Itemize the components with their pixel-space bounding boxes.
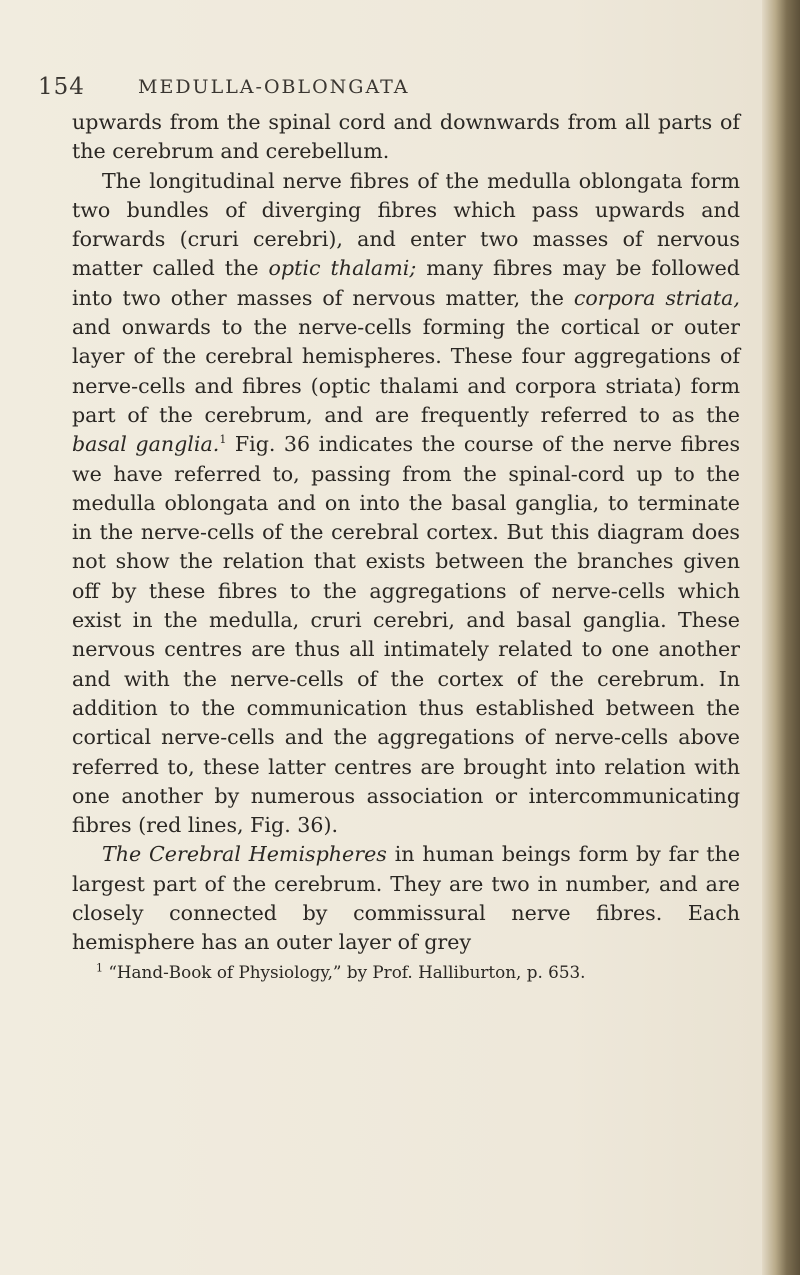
page-edge-shadow	[762, 0, 800, 1275]
paragraph-1: upwards from the spinal cord and downwards from all parts of the cerebrum and cerebellum.	[72, 110, 740, 164]
page-header	[38, 74, 758, 104]
paragraph-2-italic-optic-thalami: optic thalami;	[268, 256, 417, 281]
paragraph-2-text-d: Fig. 36 indicates the course of the nerve fibres we have referred to, passing from the spinal-cord up to the medulla oblongata and on into the basal ganglia, to terminate in the nerve-cells of the cerebral cortex. But this diagram does not show the relation that exists between the branches given off by these fibres to the aggregations of nerve-cells which exist in the medulla, cruri cerebri, and basal ganglia. These nervous centres are thus all intimately related to one another and with the nerve-cells of the cortex of the cerebrum. In addition to the communication thus established between the cortical nerve-cells and the aggregations of nerve-cells above referred to, these latter centres are brought into relation with one another by numerous association or intercommunicating fibres (red lines, Fig. 36).	[72, 432, 741, 838]
paragraph-2-text-b: many fibres may be followed into two other masses of nervous matter, the	[72, 256, 740, 310]
paragraph-3	[72, 840, 740, 957]
paragraph-2-italic-corpora-striata: corpora striata,	[573, 285, 740, 310]
page-number: 154	[38, 74, 85, 100]
footnote-text: “Hand-Book of Physiology,” by Prof. Halliburton, p. 653.	[103, 961, 586, 982]
running-title: MEDULLA-OBLONGATA	[138, 76, 410, 98]
footnote-mark: 1	[96, 961, 103, 975]
paragraph-2-text-a: The longitudinal nerve fibres of the medulla oblongata form two bundles of diverging fibres which pass upwards and forwards (cruri cerebri), and enter two masses of nervous matter called the	[72, 168, 740, 281]
paragraph-3-italic-heading: The Cerebral Hemispheres	[102, 842, 387, 867]
paragraph-2-italic-basal-ganglia: basal ganglia.	[72, 432, 220, 457]
footnote-reference: 1	[219, 433, 227, 447]
body-text	[72, 108, 740, 984]
paragraph-2-text-c: and onwards to the nerve-cells forming the cortical or outer layer of the cerebral hemispheres. These four aggregations of nerve-cells and fibres (optic thalami and corpora striata) form part of the cerebrum, and are frequently referred to as the	[72, 315, 740, 427]
paragraph-3-text: in human beings form by far the largest part of the cerebrum. They are two in number, and are closely connected by commissural nerve fibres. Each hemisphere has an outer layer of grey	[72, 842, 741, 955]
paragraph-2	[72, 167, 740, 841]
footnote	[72, 960, 740, 984]
